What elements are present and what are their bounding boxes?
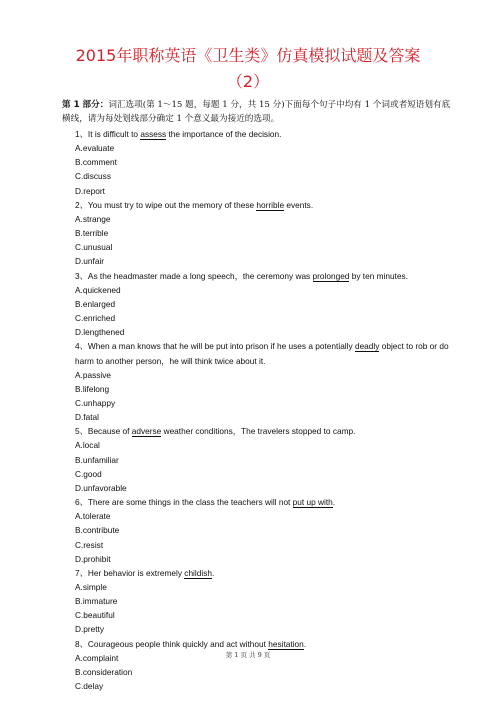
answer-option: D.lengthened bbox=[75, 327, 125, 338]
question-text: 3、As the headmaster made a long speech，the ceremony was bbox=[75, 270, 313, 281]
underlined-word: assess bbox=[140, 129, 167, 139]
question-stem bbox=[62, 424, 454, 438]
title-line-2: （2） bbox=[226, 72, 270, 91]
question-text: 7、Her behavior is extremely bbox=[75, 567, 185, 578]
answer-option: B.contribute bbox=[75, 525, 120, 536]
intro-text: 词汇选项(第 1～15 题，每题 1 分，共 15 分)下面每个句子中均有 1 个词或者短语划有底横线，请为每处划线部分确定 1 个意义最为接近的选项。 bbox=[62, 100, 451, 124]
question-text: . bbox=[211, 567, 215, 578]
answer-option: A.passive bbox=[75, 369, 111, 380]
answer-option: A.strange bbox=[75, 213, 111, 224]
question-stem bbox=[62, 339, 454, 367]
question-stem bbox=[62, 269, 454, 283]
document-title bbox=[40, 43, 456, 95]
question-text: . bbox=[303, 638, 307, 649]
answer-option: A.local bbox=[75, 440, 100, 451]
answer-option: C.delay bbox=[75, 681, 104, 692]
answer-option: D.pretty bbox=[75, 624, 105, 635]
answer-option: C.beautiful bbox=[75, 610, 115, 621]
question-stem bbox=[62, 637, 454, 651]
underlined-word: childish bbox=[184, 567, 212, 578]
title-line-1: 2015年职称英语《卫生类》仿真模拟试题及答案 bbox=[75, 46, 421, 65]
answer-option: D.report bbox=[75, 185, 105, 196]
underlined-word: adverse bbox=[131, 426, 162, 437]
question-item bbox=[62, 424, 454, 495]
answer-option: C.enriched bbox=[75, 313, 116, 324]
answer-option: C.discuss bbox=[75, 171, 111, 182]
question-stem bbox=[62, 127, 454, 141]
answer-option: B.enlarged bbox=[75, 298, 116, 309]
answer-option: A.quickened bbox=[75, 284, 121, 295]
part-label: 第 1 部分： bbox=[62, 100, 109, 110]
question-item bbox=[62, 339, 454, 424]
question-text: . bbox=[332, 497, 336, 508]
question-text: the importance of the decision. bbox=[166, 129, 282, 139]
question-stem bbox=[62, 566, 454, 580]
question-item bbox=[62, 269, 454, 340]
question-text: 8、Courageous people think quickly and act without bbox=[75, 638, 269, 649]
answer-option: B.comment bbox=[75, 157, 117, 168]
answer-option: A.simple bbox=[75, 582, 107, 592]
underlined-word: horrible bbox=[256, 199, 285, 210]
answer-option: C.resist bbox=[75, 539, 104, 550]
answer-option: B.consideration bbox=[75, 666, 133, 677]
question-item bbox=[62, 566, 454, 637]
underlined-word: put up with bbox=[292, 497, 333, 508]
question-text: 2、You must try to wipe out the memory of these bbox=[75, 199, 257, 210]
answer-option: C.unhappy bbox=[75, 397, 116, 408]
question-item bbox=[62, 127, 454, 198]
answer-option: B.unfamiliar bbox=[75, 454, 119, 465]
section-intro bbox=[62, 98, 454, 126]
answer-option: B.lifelong bbox=[75, 383, 110, 394]
question-text: 1、It is difficult to bbox=[75, 129, 141, 139]
answer-option: D.fatal bbox=[75, 412, 99, 423]
question-text: 4、When a man knows that he will be put into prison if he uses a potentially bbox=[75, 341, 355, 352]
page-footer: 第 1 页 共 9 页 bbox=[225, 651, 271, 659]
question-item bbox=[62, 637, 454, 694]
question-text: 5、Because of bbox=[75, 426, 132, 437]
question-text: 6、There are some things in the class the teachers will not bbox=[75, 497, 293, 508]
answer-option: A.evaluate bbox=[75, 143, 115, 154]
question-text: by ten minutes. bbox=[349, 270, 409, 281]
question-list bbox=[62, 127, 454, 693]
answer-option: D.unfair bbox=[75, 256, 105, 267]
question-stem bbox=[62, 495, 454, 509]
question-item bbox=[62, 198, 454, 269]
answer-option: D.unfavorable bbox=[75, 482, 127, 493]
question-text: weather conditions，The travelers stopped to camp. bbox=[161, 426, 356, 437]
answer-option: C.unusual bbox=[75, 242, 113, 253]
underlined-word: prolonged bbox=[312, 270, 350, 281]
question-stem bbox=[62, 198, 454, 212]
underlined-word: deadly bbox=[354, 341, 380, 352]
question-text: events. bbox=[284, 199, 314, 210]
question-text: object to rob or do harm to another person，he will think twice about it. bbox=[75, 341, 449, 366]
answer-option: C.good bbox=[75, 468, 102, 479]
answer-option: B.immature bbox=[75, 596, 118, 607]
question-item bbox=[62, 495, 454, 566]
underlined-word: hesitation bbox=[268, 638, 304, 649]
answer-option: A.tolerate bbox=[75, 511, 111, 522]
answer-option: A.complaint bbox=[75, 652, 119, 663]
answer-option: D.prohibit bbox=[75, 553, 111, 564]
answer-option: B.terrible bbox=[75, 228, 109, 239]
